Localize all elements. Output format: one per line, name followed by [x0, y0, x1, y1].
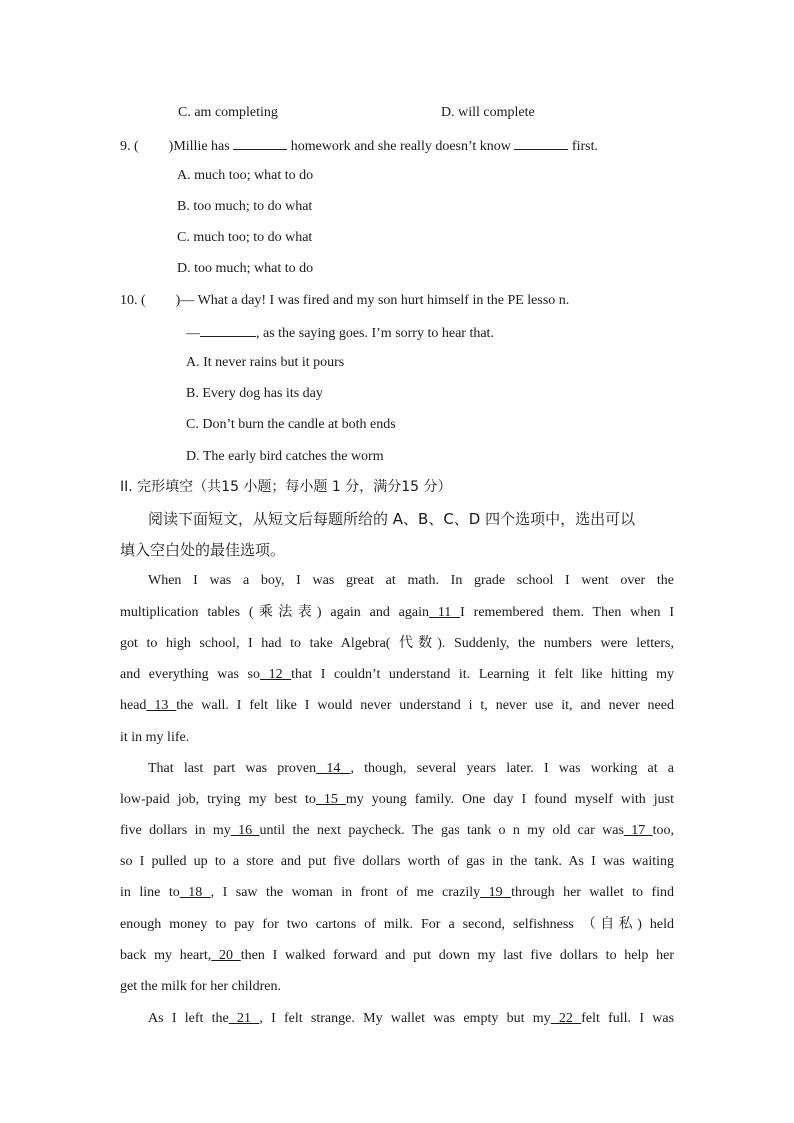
q9-option-c: C. much too; to do what	[177, 230, 313, 245]
passage-text: my young family. One day I found myself with just	[345, 792, 675, 807]
passage-line	[120, 697, 674, 715]
passage-text: enough money to pay for two cartons of milk. For a second, selfishness （自私) held	[120, 917, 674, 932]
passage-text: I remembered them. Then when I	[460, 605, 674, 620]
passage-text: That last part was proven	[148, 761, 317, 776]
passage-text: the wall. I felt like I would never understand i t, never use it, and never need	[176, 698, 674, 713]
q10-reply	[186, 323, 494, 343]
passage-text: it in my life.	[120, 730, 190, 745]
passage-line	[120, 884, 674, 902]
passage-text: As I left the	[148, 1011, 229, 1026]
passage-line	[148, 760, 674, 778]
passage-line	[120, 853, 674, 871]
cloze-blank-number: 16	[230, 823, 260, 838]
q9-option-a: A. much too; what to do	[177, 168, 314, 183]
q9-blank-2	[514, 136, 568, 150]
cloze-blank-number: 20	[211, 948, 241, 963]
passage-line	[120, 666, 674, 684]
passage-line	[148, 572, 674, 590]
passage-text: five dollars in my	[120, 823, 231, 838]
q8-option-c: C. am completing	[178, 105, 278, 120]
passage-text: so I pulled up to a store and put five dollars worth of gas in the tank. As I was waiting	[120, 854, 674, 869]
q9-number: 9. (	[120, 139, 139, 154]
passage-text: through her wallet to find	[511, 885, 675, 900]
passage-line	[120, 978, 281, 996]
q9-stem	[120, 136, 598, 156]
q10-blank	[200, 323, 256, 337]
q9-stem-start: )Millie has	[168, 139, 230, 154]
q10-option-c: C. Don’t burn the candle at both ends	[186, 417, 396, 432]
cloze-blank-number: 13	[146, 698, 177, 713]
passage-text: and everything was so	[120, 667, 261, 682]
q10-option-a: A. It never rains but it pours	[186, 355, 345, 370]
q9-stem-end: first.	[571, 139, 598, 154]
q10-stem-text: )— What a day! I was fired and my son hurt himself in the PE lesso n.	[175, 293, 570, 308]
cloze-blank-number: 18	[179, 885, 211, 900]
cloze-blank-number: 21	[228, 1011, 260, 1026]
q10-option-b: B. Every dog has its day	[186, 386, 323, 401]
cloze-blank-number: 11	[428, 605, 461, 620]
passage-text: got to high school, I had to take Algebra( 代数). Suddenly, the numbers were letters,	[120, 636, 674, 651]
section-instructions-1: 阅读下面短文，从短文后每题所给的 A、B、C、D 四个选项中，选出可以	[148, 510, 636, 528]
passage-line	[120, 916, 674, 934]
q10-stem	[120, 292, 569, 310]
passage-text: , though, several years later. I was working at a	[350, 761, 674, 776]
passage-text: When I was a boy, I was great at math. In grade school I went over the	[148, 573, 674, 588]
cloze-blank-number: 22	[550, 1011, 582, 1026]
q9-stem-mid: homework and she really doesn’t know	[290, 139, 511, 154]
cloze-blank-number: 15	[315, 792, 346, 807]
passage-text: , I saw the woman in front of me crazily	[210, 885, 481, 900]
cloze-blank-number: 12	[260, 667, 292, 682]
passage-text: felt full. I was	[581, 1011, 675, 1026]
passage-text: then I walked forward and put down my last five dollars to help her	[240, 948, 675, 963]
q10-reply-text: , as the saying goes. I’m sorry to hear that.	[256, 326, 494, 341]
passage-text: head	[120, 698, 147, 713]
passage-line	[120, 635, 674, 653]
q10-number: 10. (	[120, 293, 146, 308]
section-heading: II. 完形填空（共15 小题；每小题 1 分，满分15 分）	[120, 479, 452, 495]
passage-text: back my heart,	[120, 948, 212, 963]
passage-line	[120, 791, 674, 809]
passage-text: multiplication tables (乘法表) again and again	[120, 605, 429, 620]
passage-line	[148, 1010, 674, 1028]
passage-text: until the next paycheck. The gas tank o n my old car was	[259, 823, 624, 838]
passage-line	[120, 729, 189, 747]
cloze-blank-number: 19	[480, 885, 512, 900]
passage-line	[120, 604, 674, 622]
passage-text: low-paid job, trying my best to	[120, 792, 316, 807]
passage-line	[120, 822, 674, 840]
q9-option-b: B. too much; to do what	[177, 199, 313, 214]
passage-text: in line to	[120, 885, 180, 900]
q9-blank-1	[233, 136, 287, 150]
passage-line	[120, 947, 674, 965]
passage-text: that I couldn’t understand it. Learning it felt like hitting my	[291, 667, 675, 682]
passage-text: too,	[652, 823, 675, 838]
passage-text: , I felt strange. My wallet was empty but my	[259, 1011, 551, 1026]
q8-option-d: D. will complete	[441, 105, 535, 120]
cloze-blank-number: 14	[316, 761, 351, 776]
q10-option-d: D. The early bird catches the worm	[186, 449, 384, 464]
cloze-blank-number: 17	[623, 823, 653, 838]
q10-reply-dash: —	[186, 326, 200, 341]
passage-text: get the milk for her children.	[120, 979, 281, 994]
section-instructions-2: 填入空白处的最佳选项。	[120, 541, 286, 559]
q9-option-d: D. too much; what to do	[177, 261, 314, 276]
